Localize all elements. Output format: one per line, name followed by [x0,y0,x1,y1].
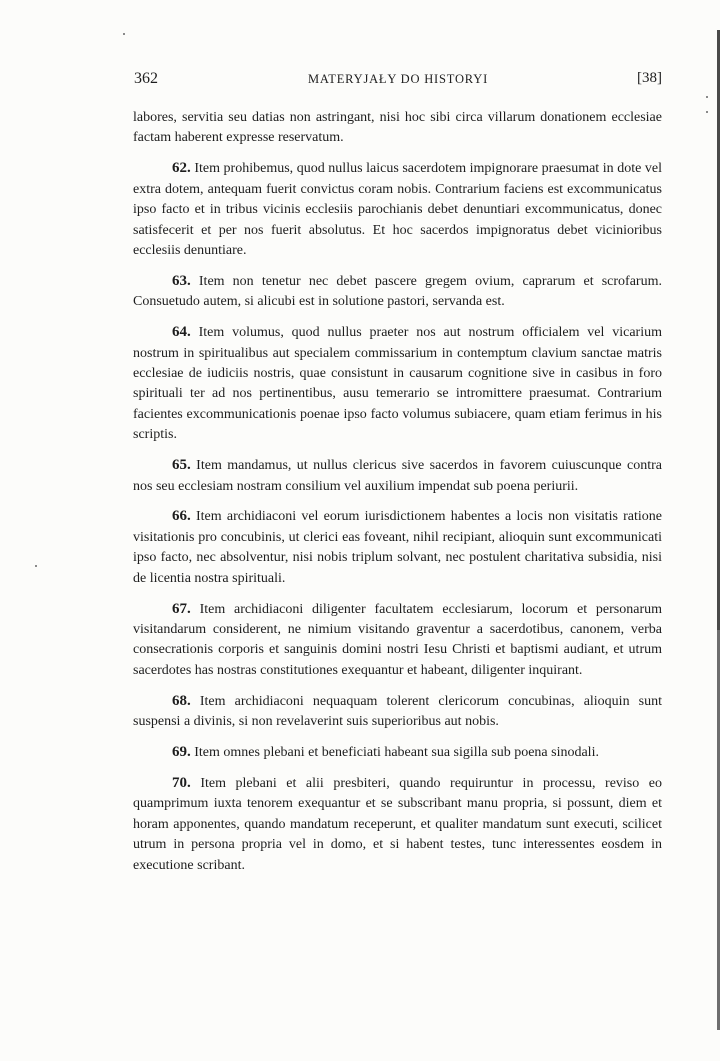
article-63 [133,271,662,313]
article-number: 67. [172,600,191,617]
article-text: Item prohibemus, quod nullus laicus sacerdotem impignorare praesumat in dote vel extra dotem, antequam fuerit convictus coram nobis. Contrarium faciens est excommunicatus ipso facto et in tribus vicinis ecclesiis parochianis debet denuntiari excommunicatus, donec satisfecerit et per nos fuerit absolutus. Et hoc sacerdos impignoratus debet vicinioribus ecclesiis denuntiare. [133,161,663,258]
scan-speck [706,111,708,113]
scan-speck [123,33,125,35]
article-text: Item archidiaconi vel eorum iurisdictionem habentes a locis non visitatis ratione visitationis pro concubinis, ut clerici eas foveant, nihil recipiant, alioquin sunt excommunicati ipso facto, nec absolventur, nisi nobis triplum solvant, nec postulent charitativa subsidia, nisi de licentia nostra spirituali. [133,509,663,586]
article-text: Item archidiaconi diligenter facultatem ecclesiarum, locorum et personarum visitandarum considerent, ne nimium visitando graventur a sacerdotibus, canonem, verba consecrationis corporis et sanguinis domini nostri Iesu Christi et baptismi audiant, et utrum sacerdotes has nostras constitutiones exequantur et habeant, diligenter inquirant. [133,601,662,678]
article-number: 69. [172,743,191,760]
running-title: MATERYJAŁY DO HISTORYI [307,72,489,86]
article-number: 64. [172,324,191,341]
paragraph-text: labores, servitia seu datias non astringant, nisi hoc sibi circa villarum donationem ecclesiae factam haberent expresse reservatum. [133,110,662,146]
paragraph [133,108,662,149]
article-67 [133,599,662,682]
document-number: [38] [637,70,662,86]
article-70 [133,773,662,876]
article-number: 66. [172,508,191,525]
running-header [134,70,662,92]
article-text: Item volumus, quod nullus praeter nos aut nostrum officialem vel vicarium nostrum in spiritualibus aut specialem commissarium in contemptum clavium sanctae matris ecclesiae de iudiciis nostris, quae consistunt in causarum cognitione sive in casibus in foro spirituali ter ad nos pertinentibus, ausu temerario se intromittere praesumat. Contrarium facientes excommunicationis poenae ipso facto volumus subiacere, quam etiam ferimus in his scriptis. [133,325,663,443]
article-text: Item non tenetur nec debet pascere gregem ovium, caprarum et scrofarum. Consuetudo autem, si alicubi est in solutione pastori, servanda est. [133,273,662,310]
article-number: 63. [172,272,191,289]
article-number: 70. [172,774,191,791]
article-text: Item omnes plebani et beneficiati habeant sua sigilla sub poena sinodali. [194,744,599,760]
body-text [133,108,662,885]
page-number: 362 [134,70,158,87]
article-number: 65. [172,457,191,474]
article-68 [133,691,662,733]
scan-speck [706,96,708,98]
article-66 [133,506,662,589]
article-text: Item archidiaconi nequaquam tolerent clericorum concubinas, alioquin sunt suspensi a divinis, si non revelaverint suis superioribus aut nobis. [133,693,663,730]
article-number: 68. [172,692,191,709]
article-64 [133,322,662,445]
article-65 [133,455,662,497]
scan-speck [35,565,37,567]
article-69 [133,742,662,763]
article-text: Item plebani et alii presbiteri, quando requiruntur in processu, reviso eo quamprimum iuxta tenorem exequantur et se subscribant manu propria, si possunt, diem et horam apponentes, quando mandatum receperunt, et qualiter mandatum sunt executi, scilicet utrum in persona propria vel in domo, et si habent testes, tunc interessentes eosdem in executione scribant. [133,775,663,873]
article-number: 62. [172,160,191,177]
article-text: Item mandamus, ut nullus clericus sive sacerdos in favorem cuiuscunque contra nos seu ecclesiam nostram consilium vel auxilium impendat sub poena periurii. [133,458,663,494]
article-62 [133,158,662,261]
